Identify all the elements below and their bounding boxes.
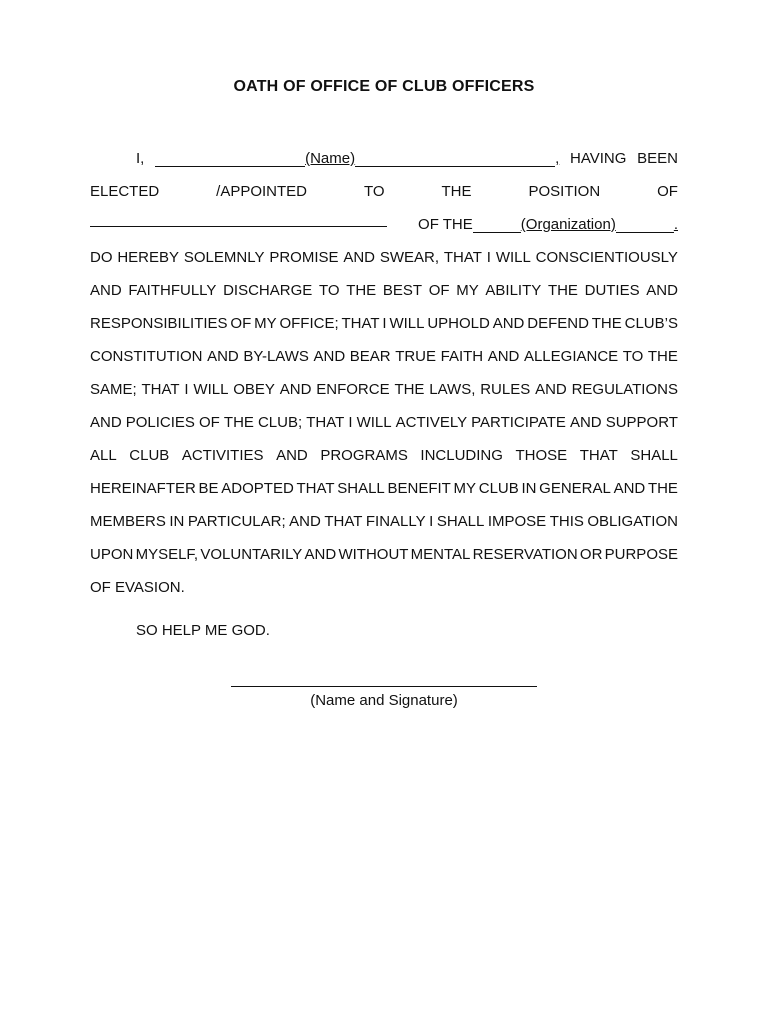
word: GENERAL (539, 480, 611, 497)
word: POLICIES (125, 414, 195, 431)
word: THAT (341, 315, 380, 332)
word: CLUB (129, 447, 170, 464)
word: OF (199, 414, 220, 431)
word: DISCHARGE (223, 282, 313, 299)
closing-statement: SO HELP ME GOD. (136, 622, 270, 639)
word: OR (579, 546, 603, 563)
word: MY (456, 282, 479, 299)
paragraph-line (90, 241, 678, 274)
word: FINALLY (365, 513, 426, 530)
word: THAT (141, 381, 180, 398)
of-the-label: OF THE (418, 216, 473, 233)
word: OF (230, 315, 252, 332)
word: CLUB (478, 480, 519, 497)
paragraph-line (90, 439, 678, 472)
word: I (429, 513, 434, 530)
word: I (486, 249, 491, 266)
organization-blank-right[interactable] (616, 214, 674, 233)
word: IN (169, 513, 185, 530)
organization-period: . (673, 216, 678, 233)
paragraph-line (90, 373, 678, 406)
word: OBLIGATION (587, 513, 678, 530)
word: THE (591, 315, 622, 332)
word: FAITH (440, 348, 484, 365)
word: AND (343, 249, 376, 266)
paragraph-last-line: OF EVASION. (90, 579, 185, 596)
word: PROMISE (269, 249, 339, 266)
paragraph-line (90, 472, 678, 505)
word: BEST (382, 282, 423, 299)
word: LAWS, (429, 381, 476, 398)
word: AND (279, 381, 312, 398)
word: I (382, 315, 387, 332)
word: THE (647, 348, 678, 365)
word: DEFEND (527, 315, 589, 332)
word: AND (613, 480, 646, 497)
word: RESPONSIBILITIES (90, 315, 228, 332)
word: ADOPTED (221, 480, 294, 497)
word: SHALL (436, 513, 485, 530)
word: THE (223, 414, 254, 431)
paragraph-line (90, 340, 678, 373)
word: ACTIVELY (395, 414, 468, 431)
paragraph-line (90, 274, 678, 307)
word: SWEAR, (379, 249, 440, 266)
word: AND (304, 546, 337, 563)
oath-line-1 (90, 142, 678, 175)
word: MYSELF, (135, 546, 199, 563)
word: FAITHFULLY (128, 282, 217, 299)
word: ACTIVITIES (181, 447, 264, 464)
word: TO (622, 348, 644, 365)
word-position: POSITION (528, 183, 601, 200)
word: MEMBERS (90, 513, 166, 530)
name-placeholder: (Name) (305, 150, 356, 167)
word: MY (453, 480, 477, 497)
signature-label: (Name and Signature) (310, 692, 458, 709)
word: WILL (389, 315, 425, 332)
word: ENFORCE (316, 381, 390, 398)
word: I (184, 381, 189, 398)
word: THAT (579, 447, 618, 464)
word: WILL (495, 249, 531, 266)
word: WILL (356, 414, 392, 431)
word: INCLUDING (420, 447, 503, 464)
word: PARTICULAR; (187, 513, 286, 530)
paragraph-line (90, 538, 678, 571)
paragraph-line (90, 406, 678, 439)
word: DUTIES (584, 282, 640, 299)
word-elected: ELECTED (90, 183, 160, 200)
word: OFFICE; (279, 315, 339, 332)
word: RESERVATION (472, 546, 578, 563)
name-comma: , (555, 150, 560, 167)
name-blank-group (155, 142, 559, 175)
word: THE (547, 282, 578, 299)
word: CONSTITUTION (90, 348, 203, 365)
word: TO (318, 282, 340, 299)
word: REGULATIONS (571, 381, 678, 398)
word: AND (535, 381, 567, 398)
word: CLUB’S (624, 315, 678, 332)
position-blank[interactable] (90, 208, 387, 227)
name-blank-left[interactable] (155, 148, 305, 167)
word: THAT (443, 249, 482, 266)
word: TRUE (395, 348, 437, 365)
word: HEREBY (117, 249, 180, 266)
paragraph-line (90, 307, 678, 340)
oath-line-3 (90, 208, 678, 241)
word-having: HAVING (570, 150, 627, 167)
pronoun-i: I, (136, 150, 145, 167)
word: VOLUNTARILY (200, 546, 303, 563)
name-blank-right[interactable] (355, 148, 555, 167)
word: OBEY (233, 381, 275, 398)
word: ALL (90, 447, 117, 464)
word: AND (646, 282, 678, 299)
word: AND (569, 414, 602, 431)
word: THAT (306, 414, 345, 431)
word: THAT (296, 480, 335, 497)
word: THOSE (515, 447, 568, 464)
word: CLUB; (257, 414, 303, 431)
word: UPHOLD (427, 315, 490, 332)
word: ALLEGIANCE (523, 348, 619, 365)
word: AND (289, 513, 321, 530)
word: SOLEMNLY (183, 249, 265, 266)
word: IN (521, 480, 537, 497)
signature-line[interactable] (231, 686, 537, 687)
word: SAME; (90, 381, 137, 398)
word: THE (647, 480, 678, 497)
word: BE (198, 480, 219, 497)
word-been: BEEN (637, 150, 678, 167)
word-of: OF (657, 183, 678, 200)
word: ABILITY (485, 282, 542, 299)
oath-line-2 (90, 175, 678, 208)
word-the: THE (441, 183, 472, 200)
word-appointed: /APPOINTED (216, 183, 308, 200)
organization-group (418, 208, 678, 241)
word: AND (90, 414, 122, 431)
word: SHALL (337, 480, 385, 497)
oath-body (90, 142, 678, 604)
word: I (348, 414, 353, 431)
word: UPON (90, 546, 134, 563)
word: SUPPORT (605, 414, 678, 431)
word: MY (254, 315, 277, 332)
word: PROGRAMS (320, 447, 408, 464)
word: AND (313, 348, 346, 365)
word: WILL (193, 381, 229, 398)
word: PURPOSE (604, 546, 678, 563)
word: AND (90, 282, 122, 299)
word: SHALL (630, 447, 678, 464)
word: AND (207, 348, 239, 365)
organization-blank-left[interactable] (473, 214, 521, 233)
word: HEREINAFTER (90, 480, 196, 497)
word: THE (346, 282, 377, 299)
word: MENTAL (410, 546, 471, 563)
word: BY-LAWS (243, 348, 309, 365)
word: BEAR (349, 348, 391, 365)
word: IMPOSE (487, 513, 547, 530)
word: RULES (480, 381, 531, 398)
paragraph-line (90, 505, 678, 538)
word: THE (394, 381, 425, 398)
word: WITHOUT (338, 546, 409, 563)
word-to: TO (363, 183, 385, 200)
word: AND (492, 315, 525, 332)
word: PARTICIPATE (471, 414, 566, 431)
word: AND (276, 447, 308, 464)
word: THAT (324, 513, 363, 530)
word: THIS (549, 513, 584, 530)
word: OF (428, 282, 450, 299)
organization-placeholder: (Organization) (520, 216, 616, 233)
document-title: OATH OF OFFICE OF CLUB OFFICERS (233, 78, 535, 95)
word: CONSCIENTIOUSLY (535, 249, 678, 266)
word: DO (90, 249, 113, 266)
word: BENEFIT (387, 480, 451, 497)
word: AND (487, 348, 520, 365)
